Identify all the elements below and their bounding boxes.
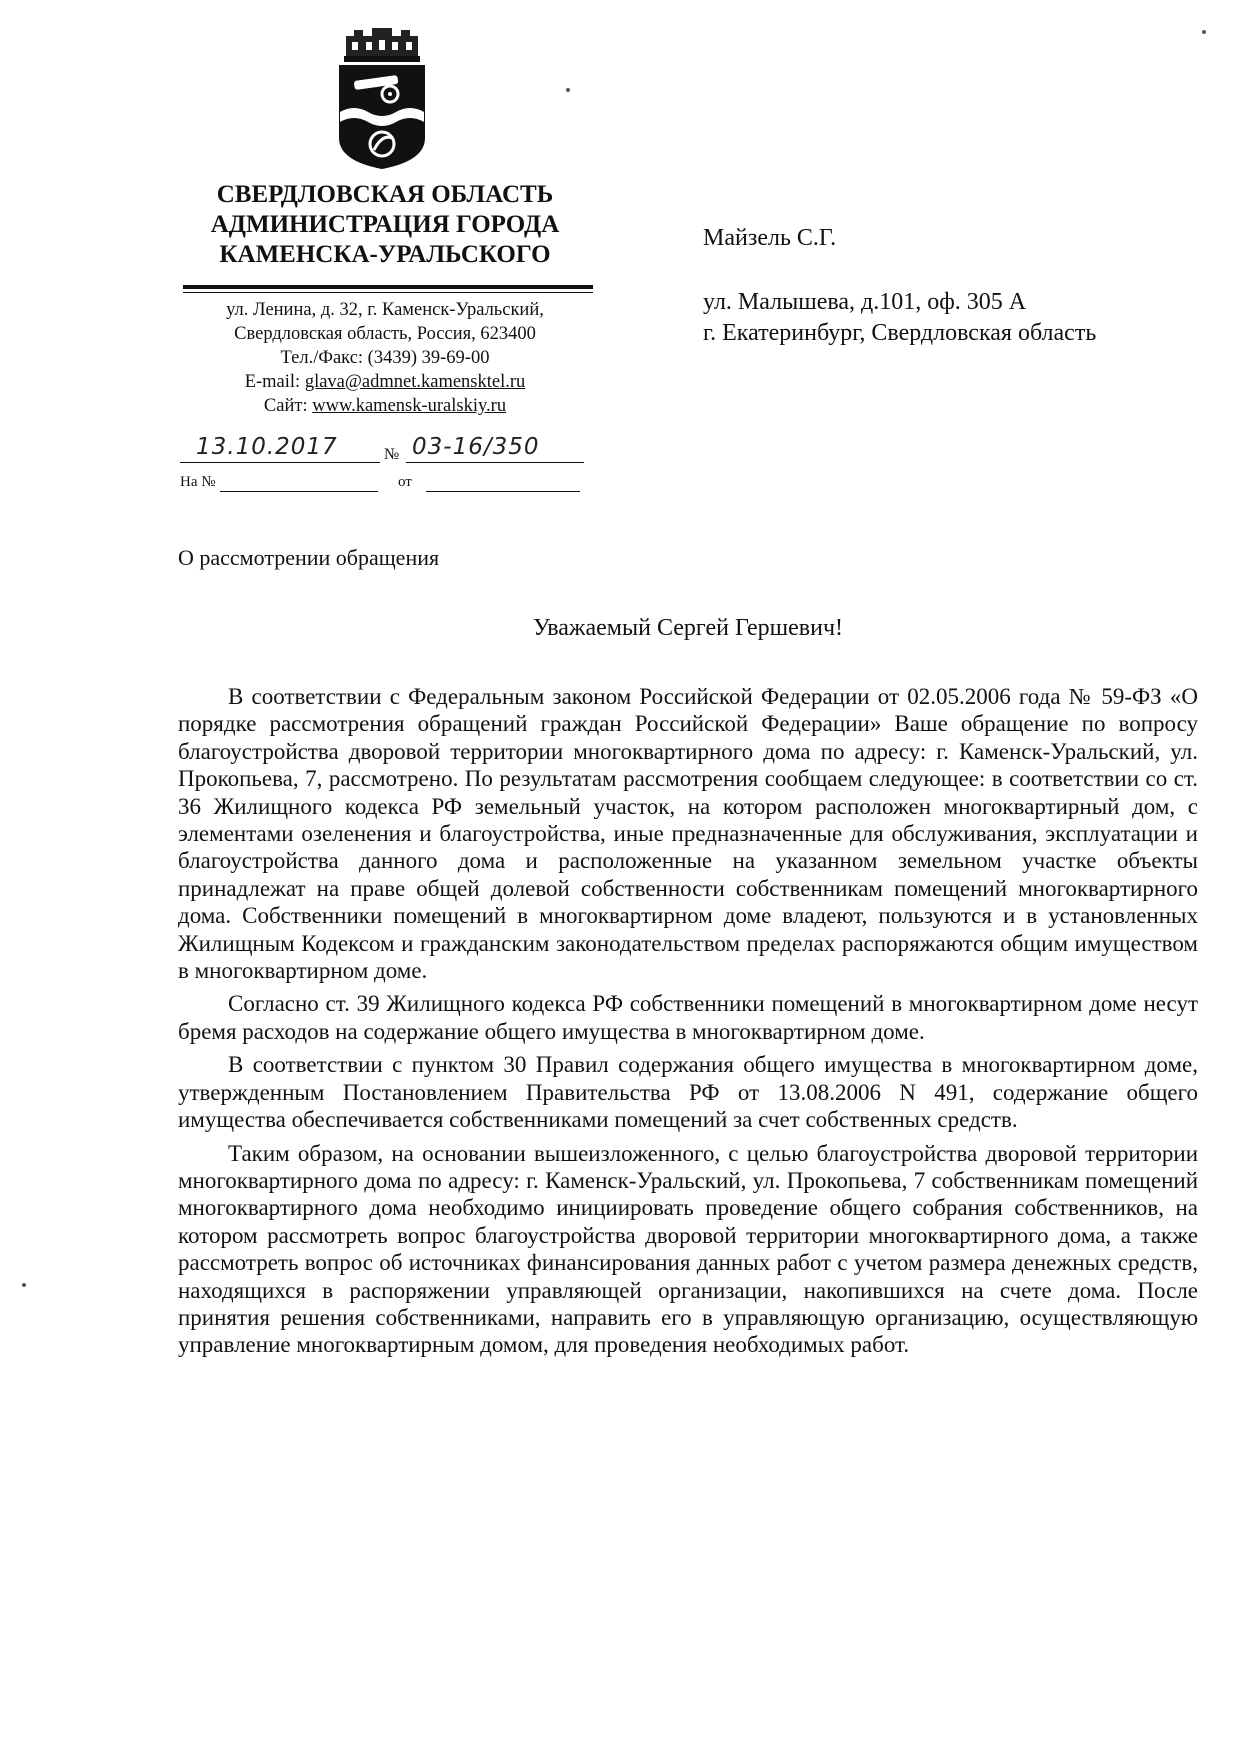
site-label: Сайт: [263, 396, 308, 416]
handwritten-number: 03-16/350 [412, 434, 540, 460]
site-link[interactable]: www.kamensk-uralskiy.ru [312, 396, 507, 416]
recipient-block [703, 223, 1173, 349]
phone-label: Тел./Факс: [280, 348, 364, 368]
sender-email [175, 370, 595, 394]
sender-address-line-2: Свердловская область, Россия, 623400 [234, 324, 536, 344]
body-paragraph: В соответствии с пунктом 30 Правил содержания общего имущества в многоквартирном доме, утвержденным Постановлением Правительства РФ от 13.08.2006 N 491, содержание общего имущества обеспечивается собственниками помещений за счет собственных средств. [178, 1052, 1198, 1133]
letter-subject: О рассмотрении обращения [178, 545, 440, 570]
organization-name [175, 180, 595, 270]
sender-site [175, 394, 595, 418]
reply-number-blank [220, 491, 378, 492]
sender-contacts [175, 298, 595, 418]
date-underline [180, 462, 380, 463]
body-paragraph: Таким образом, на основании вышеизложенного, с целью благоустройства дворовой территории многоквартирного дома по адресу: г. Каменск-Уральский, ул. Прокопьева, 7 собственникам помещений многоквартирного дома необходимо инициировать проведение общего собрания собственников, на котором рассмотреть вопрос благоустройства дворовой территории многоквартирного дома, а также рассмотреть вопрос об источниках финансирования данных работ с учетом размера денежных средств, находящихся в распоряжении управляющей организации, накопившихся на счете дома. После принятия решения собственниками, направить его в управляющую организацию, осуществляющую управление многоквартирным домом, для проведения необходимых работ. [178, 1140, 1198, 1358]
recipient-address-line-1: ул. Малышева, д.101, оф. 305 А [703, 289, 1027, 315]
registration-line [180, 434, 600, 468]
recipient-name: Майзель С.Г. [703, 225, 837, 251]
sender-address-line-1: ул. Ленина, д. 32, г. Каменск-Уральский, [226, 300, 544, 320]
scan-speck [566, 88, 570, 92]
header-divider-thick [183, 285, 593, 289]
org-line-region: СВЕРДЛОВСКАЯ ОБЛАСТЬ [216, 181, 554, 208]
handwritten-date: 13.10.2017 [196, 434, 338, 460]
header-divider-thin [183, 292, 593, 293]
sender-phone [175, 346, 595, 370]
email-label: E-mail: [244, 372, 301, 392]
reply-to-label: На № [180, 474, 216, 490]
body-paragraph: В соответствии с Федеральным законом Российской Федерации от 02.05.2006 года № 59-ФЗ «О порядке рассмотрения обращений граждан Российской Федерации» Ваше обращение по вопросу благоустройства дворовой территории многоквартирного дома по адресу: г. Каменск-Уральский, ул. Прокопьева, 7, рассмотрено. По результатам рассмотрения сообщаем следующее: в соответствии со ст. 36 Жилищного кодекса РФ земельный участок, на котором расположен многоквартирный дом, с элементами озеленения и благоустройства, иные предназначенные для обслуживания, эксплуатации и благоустройства данного дома и расположенные на указанном земельном участке объекты принадлежат на праве общей долевой собственности собственникам помещений многоквартирного дома. Собственники помещений в многоквартирном доме владеют, пользуются и в установленных Жилищным Кодексом и гражданским законодательством пределах распоряжаются общим имуществом в многоквартирном доме. [178, 684, 1198, 984]
scan-speck [22, 1283, 26, 1287]
scan-speck [1202, 30, 1206, 34]
city-coat-of-arms-icon [332, 28, 432, 170]
org-line-city: КАМЕНСКА-УРАЛЬСКОГО [219, 241, 551, 268]
letter-body [178, 683, 1198, 1359]
number-label: № [384, 446, 400, 463]
from-label: от [398, 474, 412, 490]
reply-reference-line [180, 474, 600, 498]
reply-date-blank [426, 491, 580, 492]
number-underline [406, 462, 584, 463]
recipient-address-line-2: г. Екатеринбург, Свердловская область [703, 320, 1097, 346]
body-paragraph: Согласно ст. 39 Жилищного кодекса РФ собственники помещений в многоквартирном доме несут бремя расходов на содержание общего имущества в многоквартирном доме. [178, 991, 1198, 1044]
email-link[interactable]: glava@admnet.kamensktel.ru [304, 372, 526, 392]
org-line-administration: АДМИНИСТРАЦИЯ ГОРОДА [210, 211, 560, 238]
letter-greeting: Уважаемый Сергей Гершевич! [532, 615, 844, 641]
phone-value: (3439) 39-69-00 [367, 348, 490, 368]
